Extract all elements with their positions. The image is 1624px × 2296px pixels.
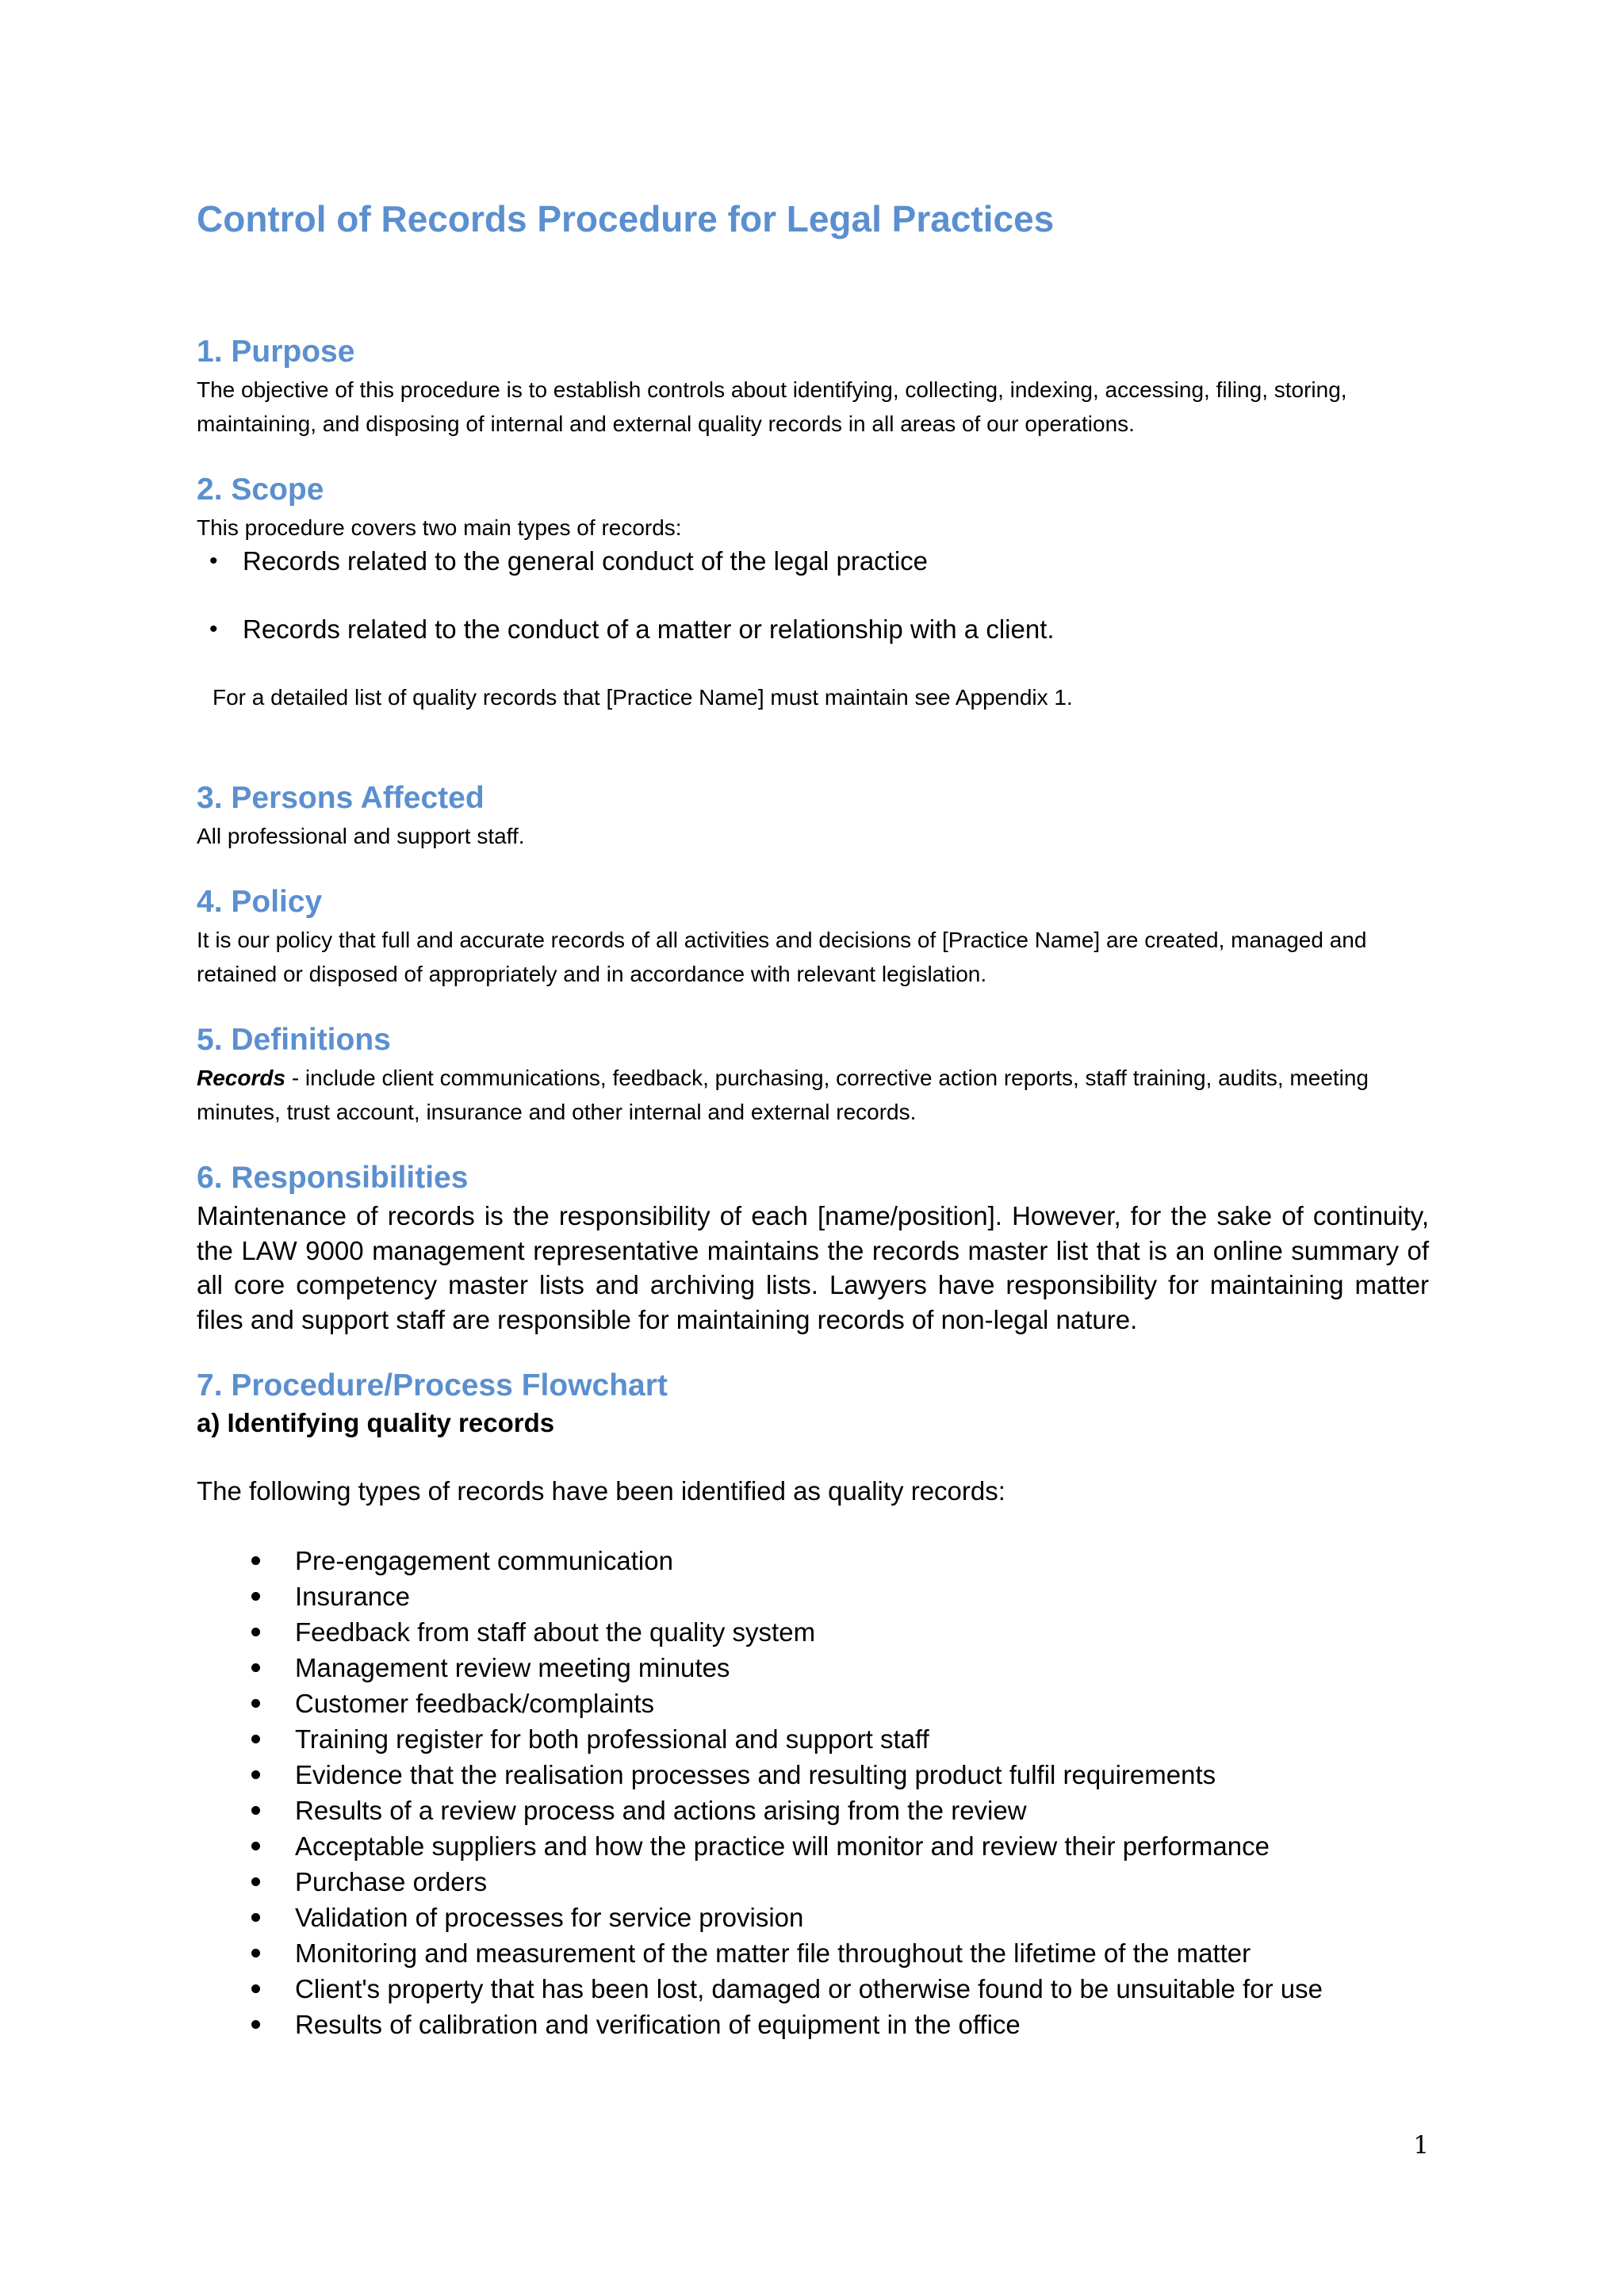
bullet-dot-icon <box>251 1663 260 1672</box>
list-item <box>197 1543 1429 1578</box>
bullet-dot-icon <box>251 1984 260 1993</box>
bullet-dot-icon <box>251 1699 260 1708</box>
persons-affected-text: All professional and support staff. <box>197 824 525 848</box>
section-scope <box>197 469 1429 714</box>
list-item <box>197 1614 1429 1650</box>
definition-body: - include client communications, feedback, purchasing, corrective action reports, staff training, audits, meeting minutes, trust account, insurance and other internal and external records. <box>197 1066 1369 1124</box>
list-item-text: Management review meeting minutes <box>295 1653 730 1682</box>
definitions-text <box>197 1061 1429 1129</box>
page-number: 1 <box>1413 2131 1429 2160</box>
list-item <box>197 1935 1429 1971</box>
section-definitions <box>197 1020 1429 1129</box>
list-item <box>197 1864 1429 1900</box>
section-persons-affected <box>197 778 1429 853</box>
list-item <box>197 1793 1429 1828</box>
list-item-text: Results of calibration and verification of equipment in the office <box>295 2010 1021 2039</box>
bullet-dot-icon <box>251 1842 260 1850</box>
section-heading-scope: 2. Scope <box>197 473 324 507</box>
list-item <box>197 1650 1429 1686</box>
bullet-dot-icon <box>251 2020 260 2029</box>
bullet-dot-icon <box>251 1628 260 1636</box>
list-item <box>197 1900 1429 1935</box>
list-item-text: Client's property that has been lost, damaged or otherwise found to be unsuitable for use <box>295 1974 1323 2003</box>
bullet-dot-icon <box>251 1949 260 1957</box>
scope-list-item <box>197 545 1429 578</box>
list-item-text: Feedback from staff about the quality system <box>295 1617 816 1647</box>
list-item <box>197 1971 1429 2007</box>
scope-intro: This procedure covers two main types of records: <box>197 515 682 540</box>
section-heading-procedure: 7. Procedure/Process Flowchart <box>197 1368 668 1402</box>
bullet-dot-icon <box>251 1913 260 1922</box>
list-item-text: Validation of processes for service provision <box>295 1903 804 1932</box>
list-item-text: Acceptable suppliers and how the practice will monitor and review their performance <box>295 1831 1270 1861</box>
list-item <box>197 1578 1429 1614</box>
bullet-dot-icon <box>251 1556 260 1565</box>
list-item-text: Evidence that the realisation processes and resulting product fulfil requirements <box>295 1760 1216 1789</box>
appendix-note: For a detailed list of quality records that [Practice Name] must maintain see Appendix 1. <box>213 685 1073 710</box>
list-item-text: Training register for both professional and support staff <box>295 1724 929 1754</box>
bullet-dot-icon <box>251 1735 260 1743</box>
list-item <box>197 1828 1429 1864</box>
list-item-text: Insurance <box>295 1582 410 1611</box>
section-responsibilities <box>197 1158 1429 1337</box>
list-item <box>197 2007 1429 2042</box>
bullet-dot-icon <box>251 1877 260 1886</box>
procedure-intro: The following types of records have been identified as quality records: <box>197 1476 1005 1506</box>
section-purpose <box>197 331 1429 441</box>
responsibilities-text: Maintenance of records is the responsibility of each [name/position]. However, for the sake of continuity, the LAW 9000 management representative maintains the records master list that is an online summary of all core competency master lists and archiving lists. Lawyers have responsibility for maintaining matter files and support staff are responsible for maintaining records of non-legal nature. <box>197 1201 1429 1334</box>
section-heading-persons-affected: 3. Persons Affected <box>197 781 485 815</box>
section-policy <box>197 882 1429 991</box>
section-heading-purpose: 1. Purpose <box>197 335 355 369</box>
bullet-icon: • <box>209 548 218 574</box>
policy-text: It is our policy that full and accurate records of all activities and decisions of [Practice Name] are created, managed and retained or disposed of appropriately and in accordance with relevant legislation. <box>197 928 1367 986</box>
procedure-subheading: a) Identifying quality records <box>197 1408 555 1437</box>
section-heading-definitions: 5. Definitions <box>197 1023 391 1057</box>
list-item <box>197 1757 1429 1793</box>
scope-list <box>197 545 1429 646</box>
list-item <box>197 1721 1429 1757</box>
purpose-text: The objective of this procedure is to establish controls about identifying, collecting, indexing, accessing, filing, storing, maintaining, and disposing of internal and external quality records in all areas of our operations. <box>197 377 1347 436</box>
list-item-text: Results of a review process and actions arising from the review <box>295 1796 1027 1825</box>
section-heading-responsibilities: 6. Responsibilities <box>197 1161 469 1195</box>
scope-item-text: Records related to the conduct of a matter or relationship with a client. <box>243 614 1055 644</box>
bullet-dot-icon <box>251 1806 260 1815</box>
bullet-dot-icon <box>251 1770 260 1779</box>
list-item-text: Monitoring and measurement of the matter file throughout the lifetime of the matter <box>295 1938 1251 1968</box>
definition-term: Records <box>197 1066 286 1090</box>
list-item-text: Pre-engagement communication <box>295 1546 673 1575</box>
quality-records-list <box>197 1543 1429 2042</box>
section-heading-policy: 4. Policy <box>197 885 323 919</box>
list-item-text: Purchase orders <box>295 1867 488 1896</box>
document-body <box>197 193 1429 2042</box>
scope-list-item <box>197 613 1429 646</box>
bullet-dot-icon <box>251 1592 260 1601</box>
document-title: Control of Records Procedure for Legal Practices <box>197 198 1055 239</box>
list-item <box>197 1686 1429 1721</box>
section-procedure <box>197 1365 1429 2042</box>
bullet-icon: • <box>209 616 218 642</box>
list-item-text: Customer feedback/complaints <box>295 1689 655 1718</box>
scope-item-text: Records related to the general conduct of the legal practice <box>243 546 929 576</box>
